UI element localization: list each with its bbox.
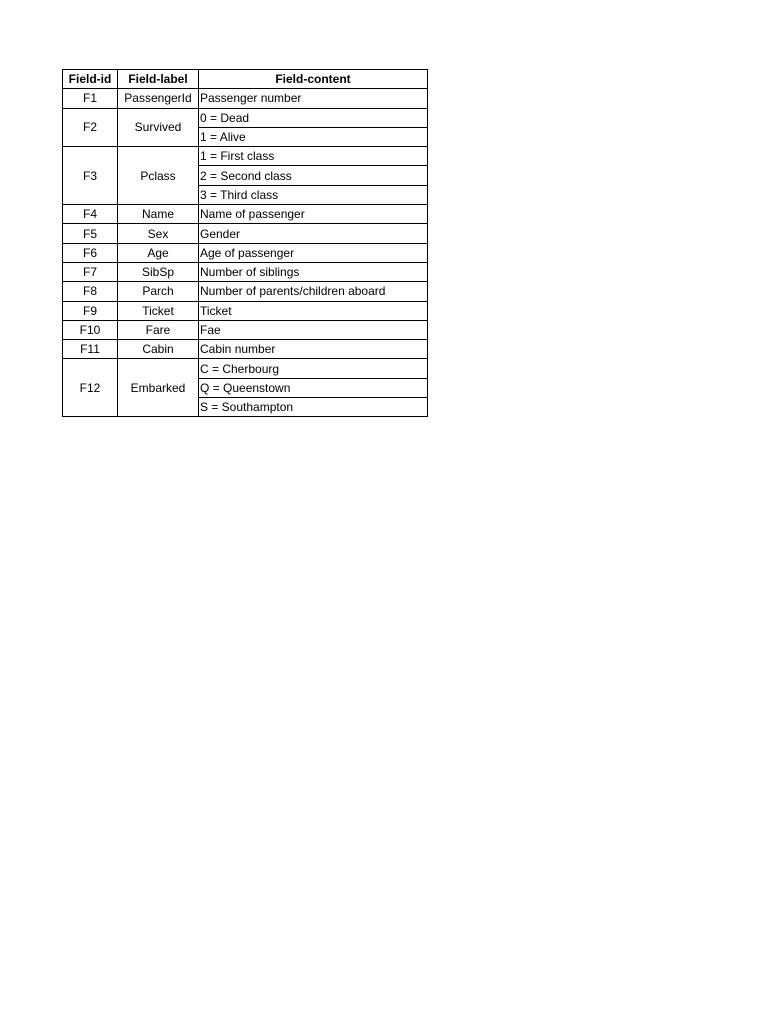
field-id-cell: F10 bbox=[63, 320, 118, 339]
table-row bbox=[63, 89, 428, 108]
field-description-table bbox=[62, 69, 428, 417]
header-row bbox=[63, 70, 428, 89]
field-id-cell: F2 bbox=[63, 108, 118, 147]
field-content-cell: Passenger number bbox=[199, 89, 428, 108]
header-field-id: Field-id bbox=[63, 70, 118, 89]
field-label-cell: Embarked bbox=[118, 359, 199, 417]
field-content-cell: Age of passenger bbox=[199, 243, 428, 262]
header-field-content: Field-content bbox=[199, 70, 428, 89]
table-row bbox=[63, 282, 428, 301]
field-label-cell: Parch bbox=[118, 282, 199, 301]
field-id-cell: F4 bbox=[63, 205, 118, 224]
table-row bbox=[63, 262, 428, 281]
field-label-cell: Pclass bbox=[118, 147, 199, 205]
table-row bbox=[63, 359, 428, 378]
field-id-cell: F5 bbox=[63, 224, 118, 243]
table-row bbox=[63, 147, 428, 166]
field-label-cell: Age bbox=[118, 243, 199, 262]
field-content-cell: 3 = Third class bbox=[199, 185, 428, 204]
field-content-cell: Number of siblings bbox=[199, 262, 428, 281]
field-label-cell: Fare bbox=[118, 320, 199, 339]
field-content-cell: 1 = First class bbox=[199, 147, 428, 166]
table-body bbox=[63, 89, 428, 417]
field-content-cell: Q = Queenstown bbox=[199, 378, 428, 397]
field-id-cell: F1 bbox=[63, 89, 118, 108]
field-content-cell: C = Cherbourg bbox=[199, 359, 428, 378]
field-label-cell: Ticket bbox=[118, 301, 199, 320]
table-row bbox=[63, 320, 428, 339]
field-label-cell: Cabin bbox=[118, 340, 199, 359]
header-field-label: Field-label bbox=[118, 70, 199, 89]
field-id-cell: F8 bbox=[63, 282, 118, 301]
field-content-cell: Cabin number bbox=[199, 340, 428, 359]
table-row bbox=[63, 108, 428, 127]
field-content-cell: S = Southampton bbox=[199, 398, 428, 417]
field-label-cell: Survived bbox=[118, 108, 199, 147]
field-id-cell: F9 bbox=[63, 301, 118, 320]
field-content-cell: 1 = Alive bbox=[199, 127, 428, 146]
field-label-cell: PassengerId bbox=[118, 89, 199, 108]
field-id-cell: F7 bbox=[63, 262, 118, 281]
field-content-cell: 2 = Second class bbox=[199, 166, 428, 185]
table-row bbox=[63, 301, 428, 320]
table-row bbox=[63, 243, 428, 262]
field-content-cell: Ticket bbox=[199, 301, 428, 320]
table-header bbox=[63, 70, 428, 89]
field-content-cell: Number of parents/children aboard bbox=[199, 282, 428, 301]
field-content-cell: Gender bbox=[199, 224, 428, 243]
field-content-cell: Fae bbox=[199, 320, 428, 339]
field-label-cell: SibSp bbox=[118, 262, 199, 281]
field-label-cell: Name bbox=[118, 205, 199, 224]
field-id-cell: F12 bbox=[63, 359, 118, 417]
field-id-cell: F3 bbox=[63, 147, 118, 205]
table-row bbox=[63, 205, 428, 224]
field-id-cell: F6 bbox=[63, 243, 118, 262]
table-row bbox=[63, 224, 428, 243]
field-id-cell: F11 bbox=[63, 340, 118, 359]
field-label-cell: Sex bbox=[118, 224, 199, 243]
field-content-cell: 0 = Dead bbox=[199, 108, 428, 127]
field-content-cell: Name of passenger bbox=[199, 205, 428, 224]
table-row bbox=[63, 340, 428, 359]
